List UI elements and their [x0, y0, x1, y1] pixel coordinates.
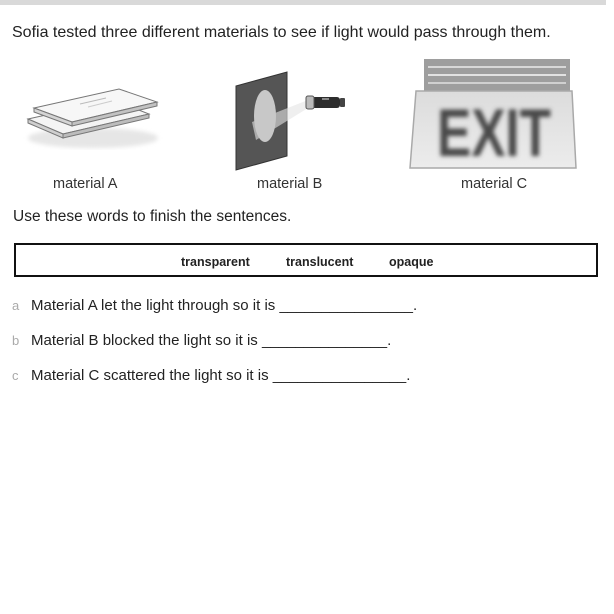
question-text: Material B blocked the light so it is _______________.	[31, 332, 392, 349]
caption-material-a: material A	[53, 176, 118, 192]
question-letter: b	[12, 333, 20, 348]
caption-material-c: material C	[461, 176, 528, 192]
question-a	[12, 297, 417, 314]
question-b	[12, 332, 391, 349]
question-letter: a	[12, 298, 20, 313]
question-c	[12, 367, 410, 384]
word-bank	[14, 243, 598, 277]
exit-sign-illustration	[408, 58, 580, 172]
torch-card-illustration	[232, 70, 352, 173]
word-opaque: opaque	[389, 255, 434, 269]
top-border	[0, 0, 606, 5]
intro-text: Sofia tested three different materials to see if light would pass through them.	[12, 24, 551, 41]
caption-material-b: material B	[257, 176, 323, 192]
glass-sheets-illustration	[18, 86, 163, 156]
word-transparent: transparent	[181, 255, 250, 269]
question-letter: c	[12, 368, 19, 383]
question-text: Material A let the light through so it is ________________.	[31, 297, 418, 314]
instruction-text: Use these words to finish the sentences.	[13, 208, 292, 225]
question-text: Material C scattered the light so it is ________________.	[31, 367, 411, 384]
exit-sign-text: EXIT	[437, 95, 551, 171]
word-translucent: translucent	[286, 255, 354, 269]
